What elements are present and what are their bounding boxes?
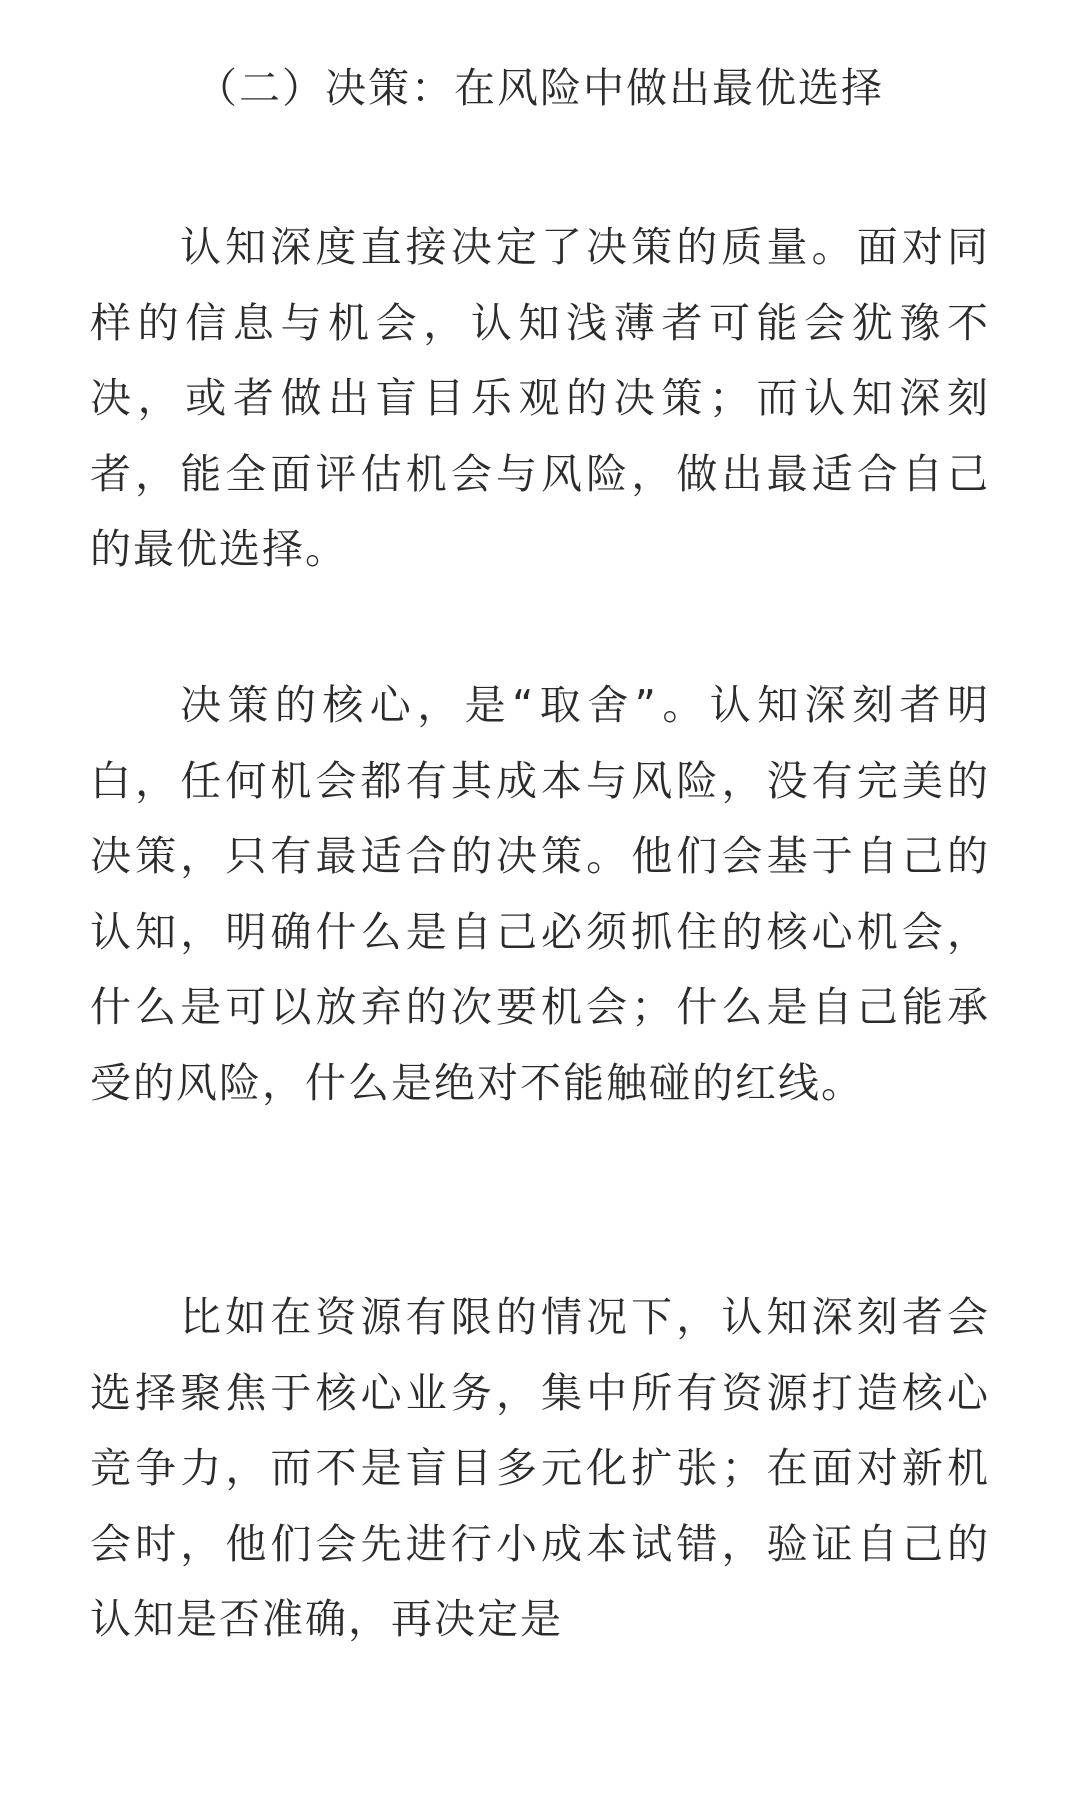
paragraph-example: 比如在资源有限的情况下，认知深刻者会选择聚焦于核心业务，集中所有资源打造核心竞争力，而不是盲目多元化扩张；在面对新机会时，他们会先进行小成本试错，验证自己的认知是否准确，再决定是 bbox=[90, 1293, 990, 1643]
section-heading: （二）决策：在风险中做出最优选择 bbox=[196, 64, 884, 112]
paragraph-tradeoff: 决策的核心，是“取舍”。认知深刻者明白，任何机会都有其成本与风险，没有完美的决策，只有最适合的决策。他们会基于自己的认知，明确什么是自己必须抓住的核心机会，什么是可以放弃的次要机会；什么是自己能承受的风险，什么是绝对不能触碰的红线。 bbox=[90, 681, 990, 1107]
paragraph-decision-quality: 认知深度直接决定了决策的质量。面对同样的信息与机会，认知浅薄者可能会犹豫不决，或者做出盲目乐观的决策；而认知深刻者，能全面评估机会与风险，做出最适合自己的最优选择。 bbox=[90, 223, 990, 573]
